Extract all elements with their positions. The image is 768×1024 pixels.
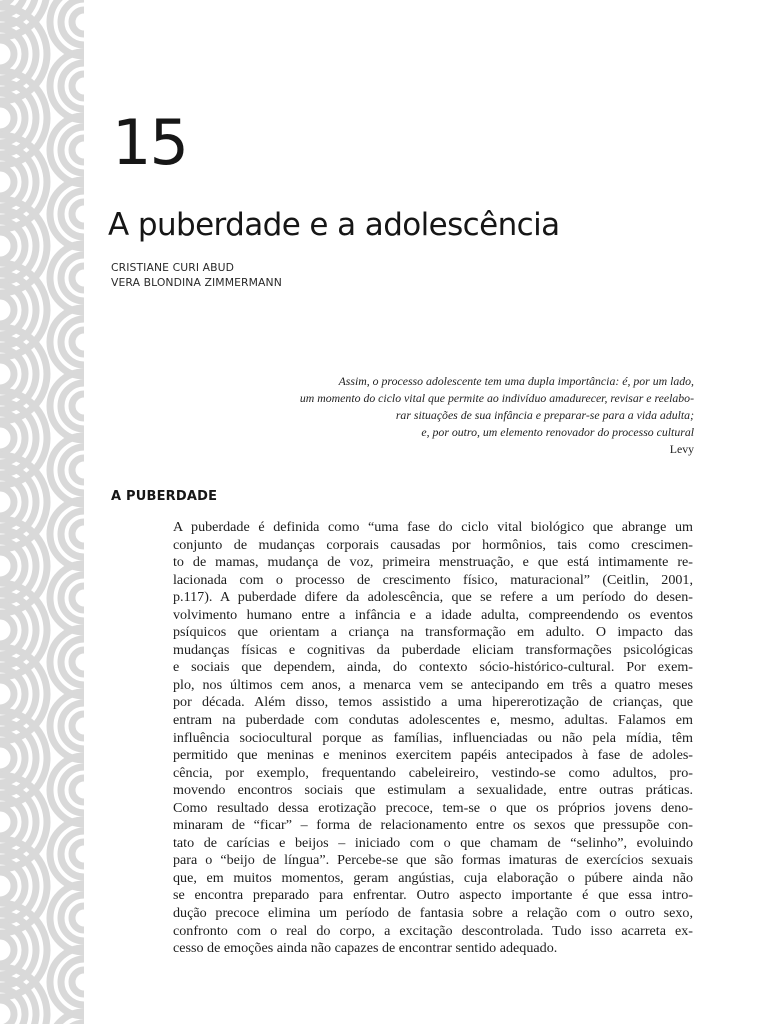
paragraph-line: para o “beijo de língua”. Percebe-se que são formas imaturas de exercícios sexuais <box>173 852 693 869</box>
paragraph-line: volvimento humano entre a infância e a idade adulta, compreendendo os eventos <box>173 606 693 623</box>
epigraph-quote <box>224 373 694 441</box>
paragraph-line: cência, por exemplo, frequentando cabeleireiro, vestindo-se como adultos, pro- <box>173 764 693 781</box>
paragraph-line: A puberdade é definida como “uma fase do ciclo vital biológico que abrange um <box>173 519 693 535</box>
paragraph-line: to de mamas, mudança de voz, primeira menstruação, e que está intimamente re- <box>173 554 693 571</box>
paragraph-line: confronto com o real do corpo, a excitação descontrolada. Tudo isso acarreta ex- <box>173 922 693 939</box>
paragraph-line: dução precoce elimina um período de fantasia sobre a relação com o outro sexo, <box>173 905 693 922</box>
chapter-title: A puberdade e a adolescência <box>108 207 560 243</box>
paragraph-line: p.117). A puberdade difere da adolescência, que se refere a um período do desen- <box>173 589 693 606</box>
epigraph-line: um momento do ciclo vital que permite ao indivíduo amadurecer, revisar e reelabo- <box>299 391 694 405</box>
author-name: CRISTIANE CURI ABUD <box>111 261 235 274</box>
wave-pattern-icon <box>0 0 84 1024</box>
paragraph-line: influência sociocultural porque as famílias, influenciadas ou não pela mídia, têm <box>173 729 693 746</box>
epigraph-line: Assim, o processo adolescente tem uma dupla importância: é, por um lado, <box>338 374 694 388</box>
paragraph-line: que, em muitos momentos, geram angústias, cuja elaboração o púbere ainda não <box>173 869 693 886</box>
paragraph-line: minaram de “ficar” – forma de relacionamento entre os sexos que pressupõe con- <box>173 817 693 834</box>
epigraph <box>224 373 694 458</box>
paragraph-line: conjunto de mudanças corporais causadas por hormônios, tais como crescimen- <box>173 536 693 553</box>
paragraph-line: movendo encontros sociais que estimulam a sexualidade, entre outras práticas. <box>173 782 693 799</box>
paragraph-line: entram na puberdade com condutas adolescentes e, mesmo, adultas. Falamos em <box>173 712 693 729</box>
paragraph-line: permitido que meninas e meninos exercitem papéis antecipados à fase de adoles- <box>173 747 693 764</box>
paragraph-line: psíquicos que orientam a criança na transformação em adulto. O impacto das <box>173 624 693 641</box>
paragraph-line: Como resultado dessa erotização precoce, tem-se o que os próprios jovens deno- <box>173 799 693 816</box>
epigraph-line: rar situações de sua infância e preparar-se para a vida adulta; <box>395 408 694 422</box>
chapter-number: 15 <box>112 106 187 179</box>
paragraph-line: se encontra preparado para enfrentar. Outro aspecto importante é que essa intro- <box>173 887 693 904</box>
body-paragraph <box>173 519 693 958</box>
epigraph-source: Levy <box>669 442 694 456</box>
epigraph-line: e, por outro, um elemento renovador do processo cultural <box>421 425 694 439</box>
author-name: VERA BLONDINA ZIMMERMANN <box>111 276 282 289</box>
section-heading: A PUBERDADE <box>111 489 218 504</box>
paragraph-line: por década. Além disso, temos assistido a uma hipererotização de crianças, que <box>173 694 693 711</box>
paragraph-line: lacionada com o processo de crescimento físico, maturacional” (Ceitlin, 2001, <box>173 571 693 588</box>
paragraph-line: tato de carícias e beijos – iniciado com o que chamam de “selinho”, evoluindo <box>173 834 693 851</box>
paragraph-line: plo, nos últimos cem anos, a menarca vem se antecipando em três a quatro meses <box>173 676 693 693</box>
paragraph-line: mudanças físicas e cognitivas da puberdade eliciam transformações psicológicas <box>173 641 693 658</box>
author-list <box>111 260 282 290</box>
paragraph-line: cesso de emoções ainda não capazes de encontrar sentido adequado. <box>173 940 558 957</box>
paragraph-line: e sociais que dependem, ainda, do contexto sócio-histórico-cultural. Por exem- <box>173 659 693 676</box>
